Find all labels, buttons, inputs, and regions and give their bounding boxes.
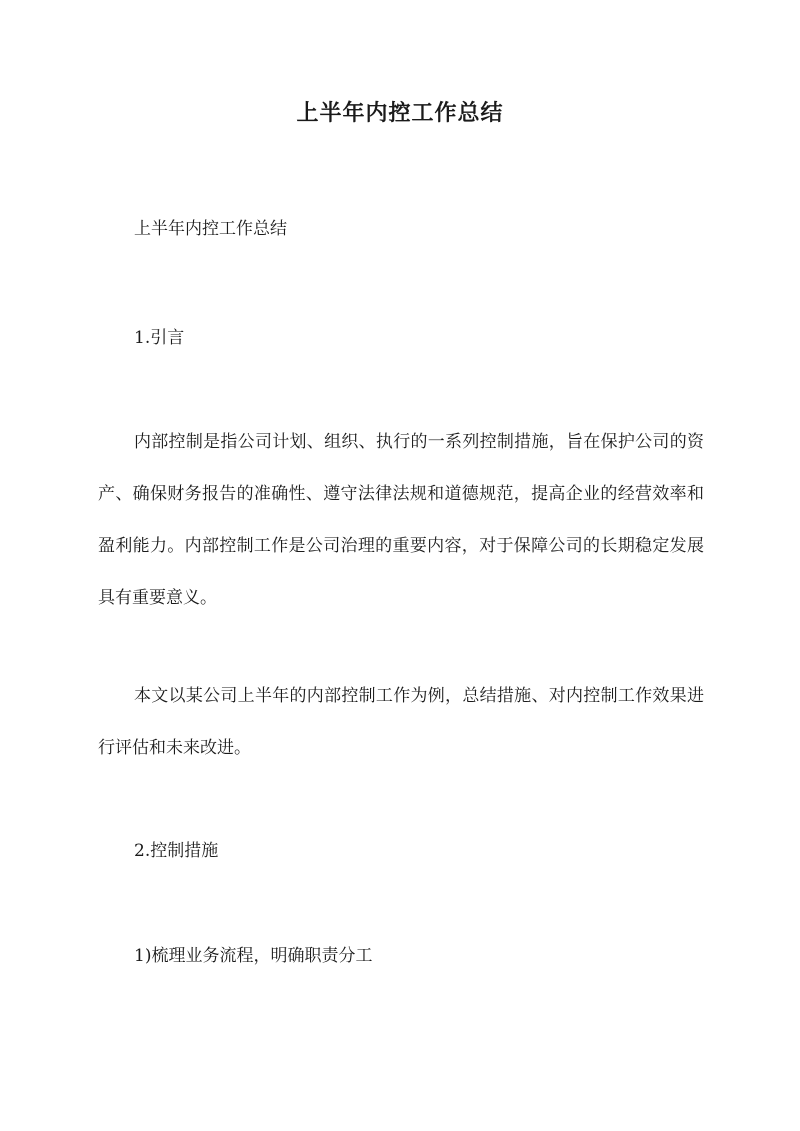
- section-1-paragraph-2: 本文以某公司上半年的内部控制工作为例，总结措施、对内控制工作效果进行评估和未来改进。: [98, 686, 704, 758]
- section-2-heading-block: [98, 825, 704, 877]
- section-1-paragraph-1: 内部控制是指公司计划、组织、执行的一系列控制措施，旨在保护公司的资产、确保财务报告的准确性、遵守法律法规和道德规范，提高企业的经营效率和盈利能力。内部控制工作是公司治理的重要内容，对于保障公司的长期稳定发展具有重要意义。: [98, 432, 704, 608]
- document-subtitle-block: [98, 203, 704, 255]
- document-subtitle: 上半年内控工作总结: [134, 219, 287, 239]
- section-2-heading: 2.控制措施: [134, 841, 219, 861]
- section-1-paragraph-1-block: [98, 416, 704, 624]
- section-2-subheading: 1)梳理业务流程，明确职责分工: [134, 946, 373, 966]
- section-1-heading-block: [98, 312, 704, 364]
- section-2-subheading-block: [98, 930, 704, 982]
- section-1-heading: 1.引言: [134, 328, 185, 348]
- section-1-paragraph-2-block: [98, 670, 704, 774]
- document-title: 上半年内控工作总结: [296, 100, 504, 126]
